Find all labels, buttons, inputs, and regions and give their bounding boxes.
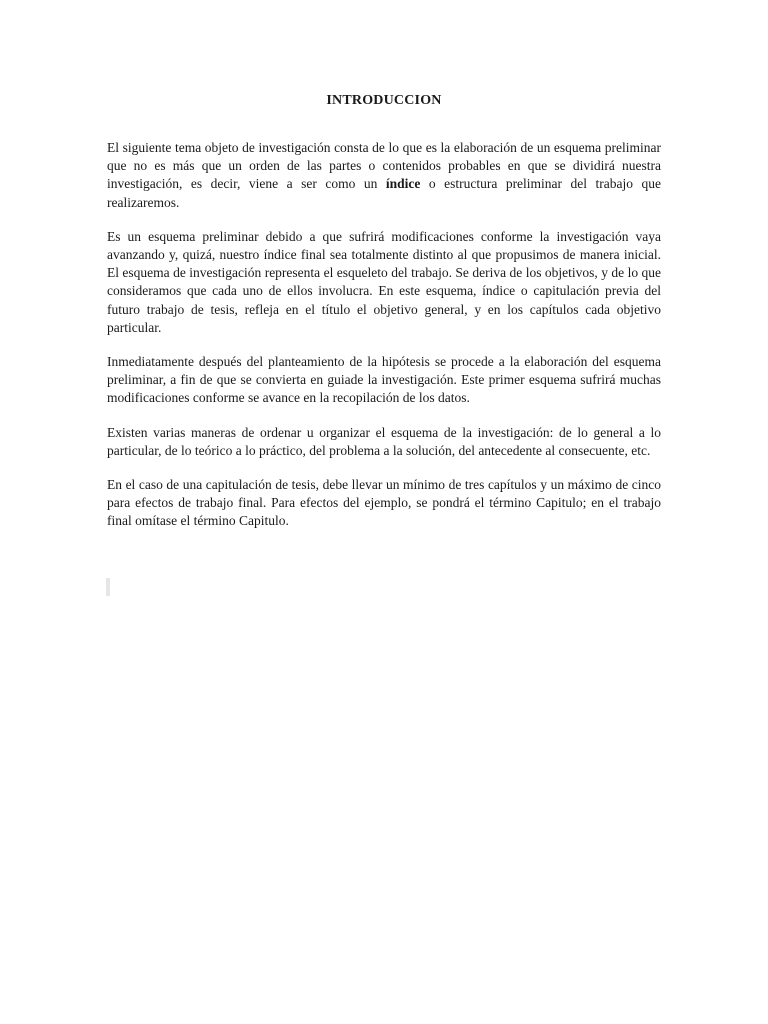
paragraph-1: [107, 139, 661, 212]
paragraph-5: En el caso de una capitulación de tesis, debe llevar un mínimo de tres capítulos y un máximo de cinco para efectos de trabajo final. Para efectos del ejemplo, se pondrá el término Capitulo; en el trabajo final omítase el término Capitulo.: [107, 477, 661, 529]
paragraph-1-bold-word: índice: [385, 176, 421, 192]
page-title: INTRODUCCION: [326, 93, 442, 108]
paragraph-4: Existen varias maneras de ordenar u organizar el esquema de la investigación: de lo general a lo particular, de lo teórico a lo práctico, del problema a la solución, del antecedente al consecuente, etc.: [107, 424, 661, 458]
paragraph-1-text-end: o estructura preliminar del trabajo que realizaremos.: [107, 176, 661, 210]
text-cursor-mark: [106, 578, 110, 596]
paragraph-3: Inmediatamente después del planteamiento de la hipótesis se procede a la elaboración del esquema preliminar, a fin de que se convierta en guiade la investigación. Este primer esquema sufrirá muchas modificaciones conforme se avance en la recopilación de los datos.: [107, 354, 661, 406]
paragraph-1-text-start: El siguiente tema objeto de investigación consta de lo que es la elaboración de un esquema preliminar que no es más que un orden de las partes o contenidos probables en que se dividirá nuestra investigación, es decir, viene a ser como un: [107, 140, 661, 192]
paragraph-2: Es un esquema preliminar debido a que sufrirá modificaciones conforme la investigación vaya avanzando y, quizá, nuestro índice final sea totalmente distinto al que propusimos de manera inicial. El esquema de investigación representa el esqueleto del trabajo. Se deriva de los objetivos, y de lo que consideramos que cada uno de ellos involucra. En este esquema, índice o capitulación previa del futuro trabajo de tesis, refleja en el título el objetivo general, y en los capítulos cada objetivo particular.: [107, 228, 661, 335]
document-body: [107, 92, 661, 547]
